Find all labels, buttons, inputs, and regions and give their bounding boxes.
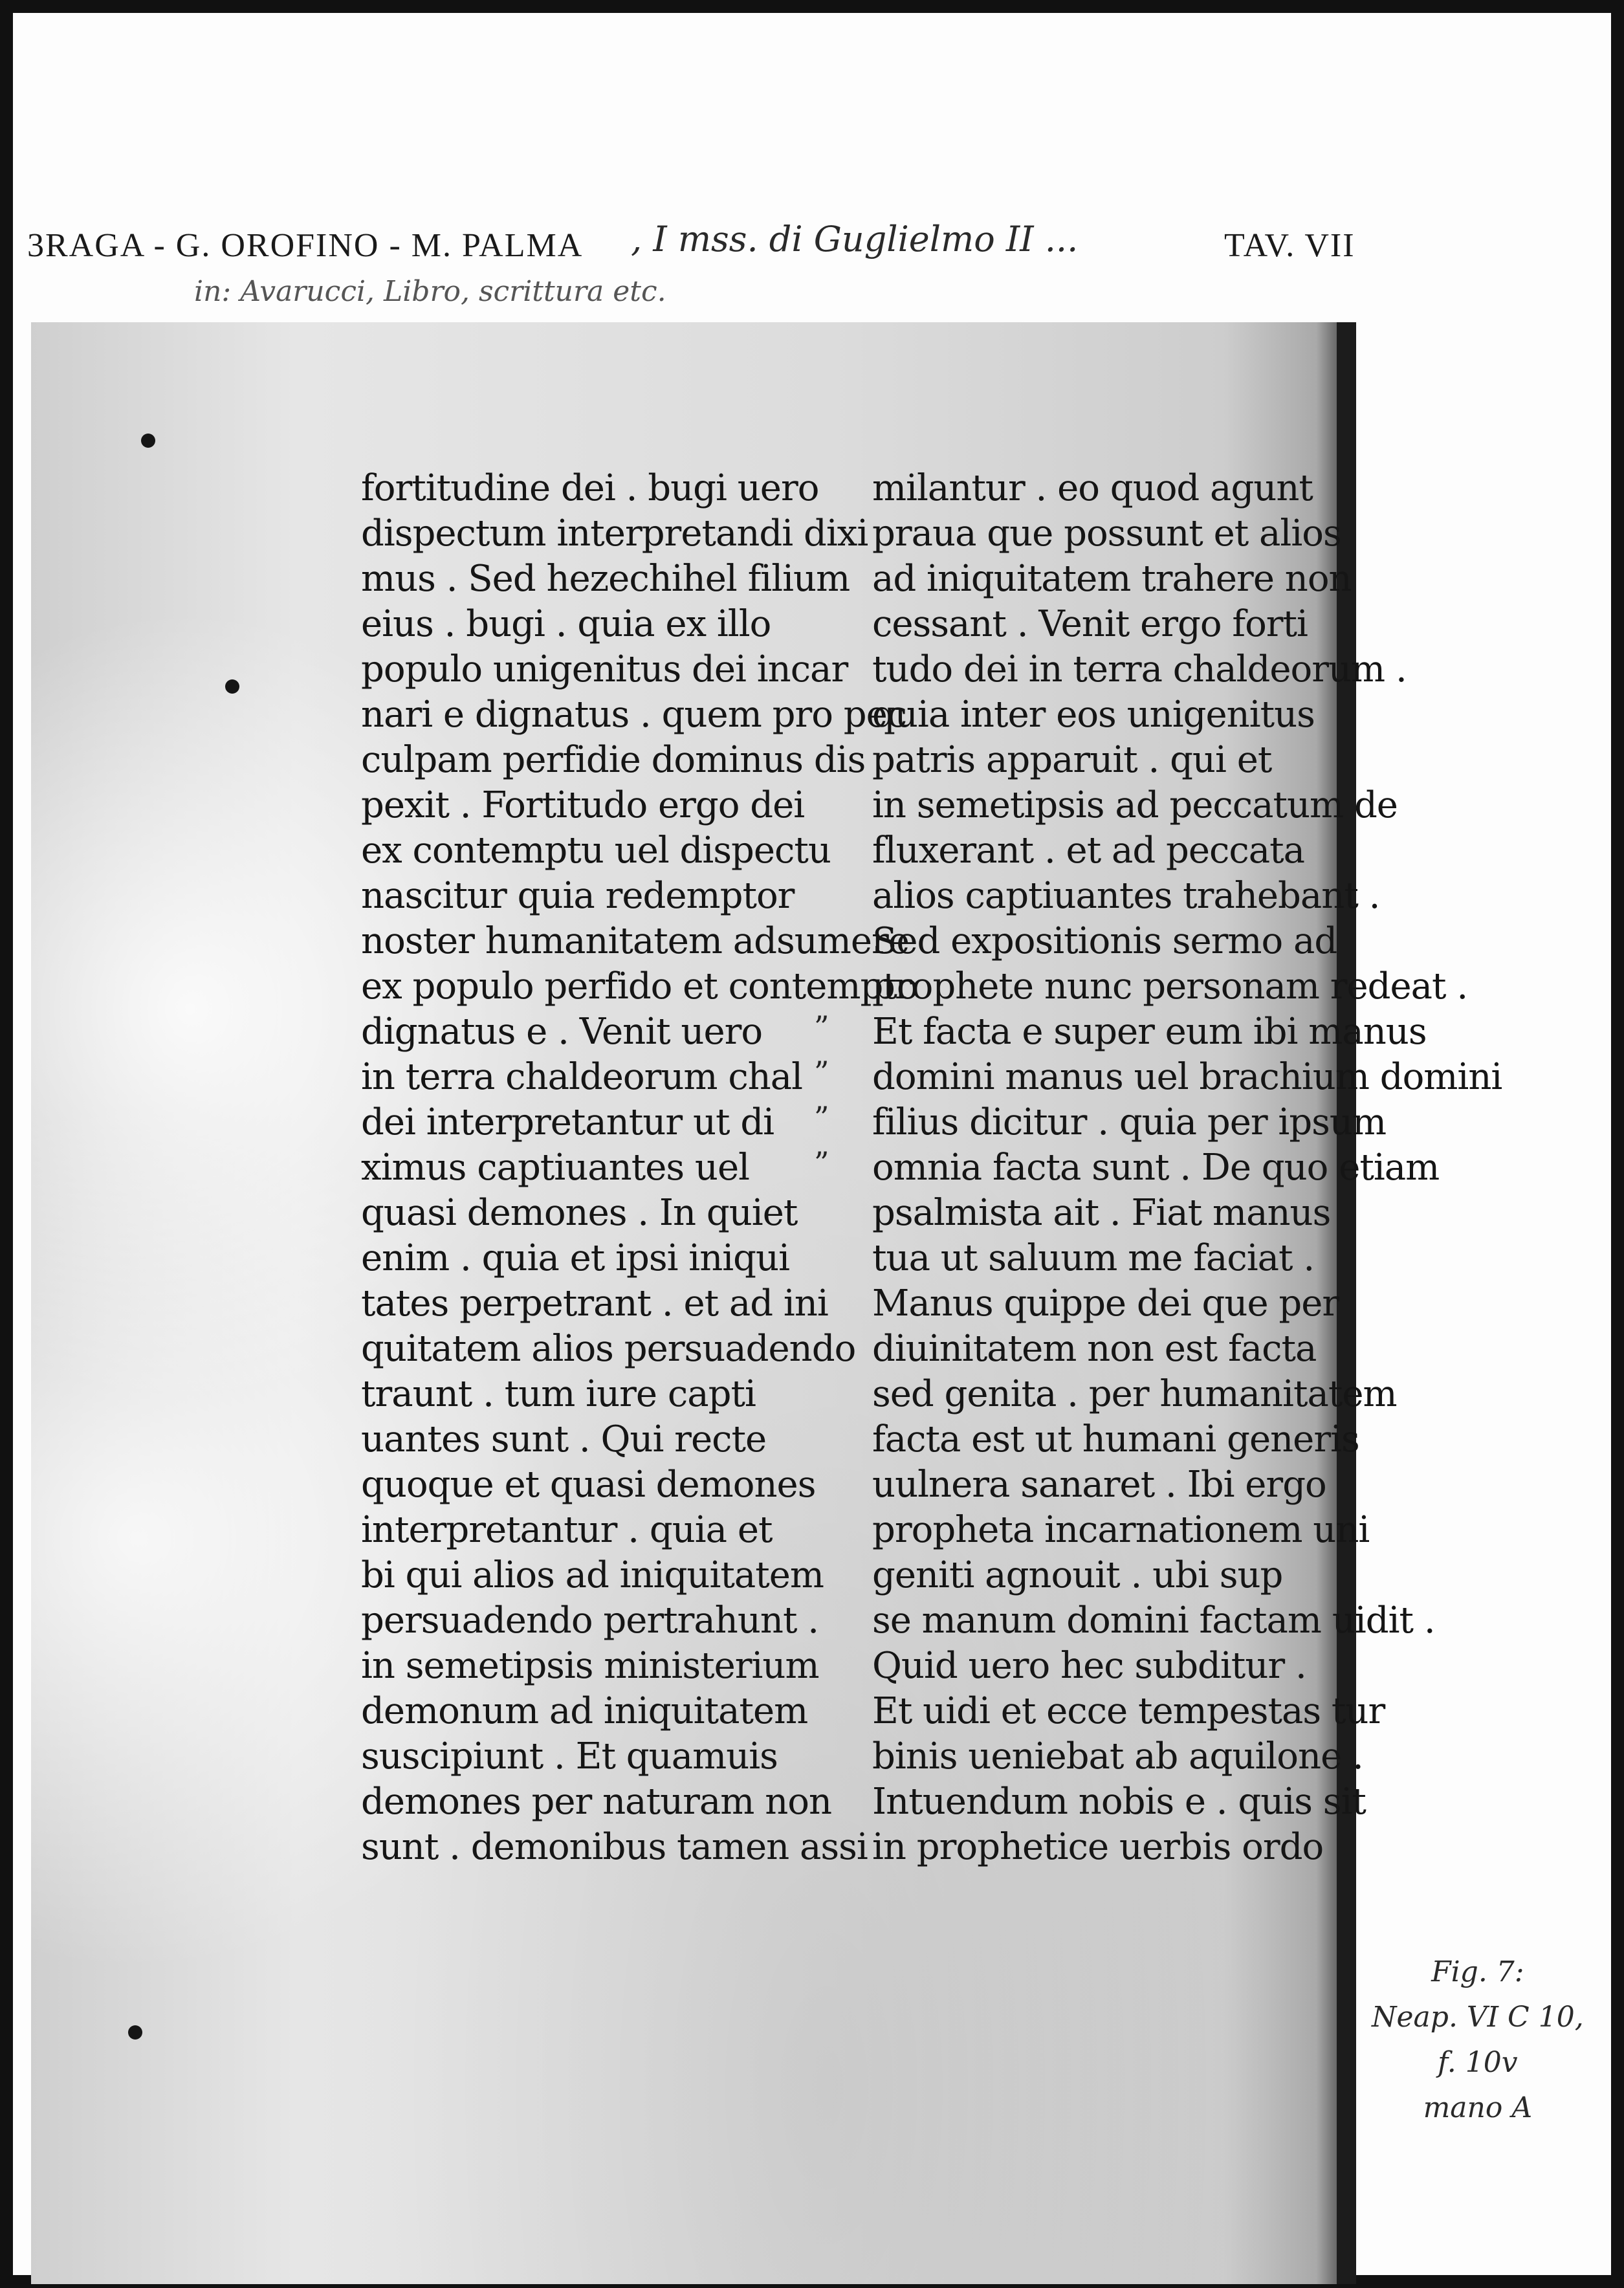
manuscript-line: uantes sunt . Qui recte [361,1418,767,1460]
manuscript-line: nari e dignatus . quem pro pec [361,694,907,736]
manuscript-line: nascitur quia redemptor [361,875,795,917]
manuscript-line: geniti agnouit . ubi sup [872,1554,1283,1596]
manuscript-line: enim . quia et ipsi iniqui [361,1237,789,1279]
text-column-left [361,466,918,1870]
manuscript-line: Et uidi et ecce tempestas tur [872,1690,1385,1732]
plate-number: TAV. VII [1224,227,1355,264]
manuscript-line: se manum domini factam uidit . [872,1600,1435,1642]
margin-marker: ” [814,1055,829,1090]
manuscript-line: quia inter eos unigenitus [872,694,1315,736]
manuscript-line: Quid uero hec subditur . [872,1645,1306,1687]
manuscript-line: cessant . Venit ergo forti [872,603,1308,645]
manuscript-line: pexit . Fortitudo ergo dei [361,784,805,826]
manuscript-line: in terra chaldeorum chal [361,1056,803,1098]
manuscript-line: psalmista ait . Fiat manus [872,1192,1331,1234]
margin-marker: ” [814,1145,829,1180]
margin-marker: ” [814,1100,829,1135]
manuscript-line: binis ueniebat ab aquilone . [872,1735,1363,1777]
manuscript-line: filius dicitur . quia per ipsum [872,1101,1387,1143]
manuscript-line: in semetipsis ministerium [361,1645,819,1687]
manuscript-line: alios captiuantes trahebant . [872,875,1380,917]
manuscript-line: sed genita . per humanitatem [872,1373,1397,1415]
text-column-right [872,466,1502,1870]
manuscript-line: dei interpretantur ut di [361,1101,774,1143]
manuscript-line: demones per naturam non [361,1781,832,1823]
manuscript-line: ex populo perfido et contempto [361,965,918,1007]
manuscript-line: tates perpetrant . et ad ini [361,1282,828,1325]
manuscript-line: culpam perfidie dominus dis [361,739,866,781]
manuscript-line: quoque et quasi demones [361,1464,816,1506]
manuscript-line: bi qui alios ad iniquitatem [361,1554,824,1596]
manuscript-line: uulnera sanaret . Ibi ergo [872,1464,1326,1506]
manuscript-line: Manus quippe dei que per [872,1282,1339,1325]
manuscript-line: omnia facta sunt . De quo etiam [872,1147,1440,1189]
manuscript-line: suscipiunt . Et quamuis [361,1735,778,1777]
manuscript-line: sunt . demonibus tamen assi [361,1826,868,1868]
manuscript-line: Intuendum nobis e . quis sit [872,1781,1366,1823]
binding-hole [128,2025,142,2040]
manuscript-line: Sed expositionis sermo ad [872,920,1337,962]
manuscript-line: quasi demones . In quiet [361,1192,798,1234]
manuscript-line: in semetipsis ad peccatum de [872,784,1398,826]
manuscript-line: traunt . tum iure capti [361,1373,756,1415]
manuscript-line: propheta incarnationem uni [872,1509,1370,1551]
binding-hole [141,434,155,448]
folio: f. 10v [1438,2046,1518,2079]
manuscript-line: Et facta e super eum ibi manus [872,1011,1427,1053]
figure-label: Fig. 7: [1431,1955,1524,1988]
margin-marker: ” [814,1009,829,1044]
manuscript-line: facta est ut humani generis [872,1418,1359,1460]
manuscript-line: interpretantur . quia et [361,1509,773,1551]
manuscript-line: ad iniquitatem trahere non [872,558,1352,600]
binding-hole [225,679,239,694]
manuscript-line: eius . bugi . quia ex illo [361,603,771,645]
manuscript-line: demonum ad iniquitatem [361,1690,808,1732]
handwritten-source-note: in: Avarucci, Libro, scrittura etc. [194,275,666,308]
manuscript-line: persuadendo pertrahunt . [361,1600,819,1642]
scribal-hand: mano A [1423,2091,1533,2124]
manuscript-line: ex contemptu uel dispectu [361,830,831,872]
manuscript-line: dignatus e . Venit uero [361,1011,763,1053]
manuscript-line: fluxerant . et ad peccata [872,830,1305,872]
manuscript-line: milantur . eo quod agunt [872,467,1313,509]
manuscript-line: dispectum interpretandi dixi [361,512,868,555]
manuscript-line: ximus captiuantes uel [361,1147,750,1189]
manuscript-line: quitatem alios persuadendo [361,1328,856,1370]
manuscript-line: domini manus uel brachium domini [872,1056,1502,1098]
handwritten-title-note: , I mss. di Guglielmo II ... [631,219,1079,259]
shelfmark: Neap. VI C 10, [1372,2001,1584,2034]
manuscript-line: diuinitatem non est facta [872,1328,1317,1370]
manuscript-line: mus . Sed hezechihel filium [361,558,850,600]
manuscript-line: tua ut saluum me faciat . [872,1237,1315,1279]
manuscript-line: populo unigenitus dei incar [361,648,848,690]
figure-annotation [1372,1944,1584,2126]
header-authors: 3RAGA - G. OROFINO - M. PALMA [27,227,584,264]
manuscript-line: prophete nunc personam redeat . [872,965,1468,1007]
manuscript-line: praua que possunt et alios [872,512,1341,555]
manuscript-line: noster humanitatem adsumere [361,920,909,962]
manuscript-line: in prophetice uerbis ordo [872,1826,1324,1868]
manuscript-line: tudo dei in terra chaldeorum . [872,648,1407,690]
manuscript-line: patris apparuit . qui et [872,739,1272,781]
manuscript-line: fortitudine dei . bugi uero [361,467,819,509]
